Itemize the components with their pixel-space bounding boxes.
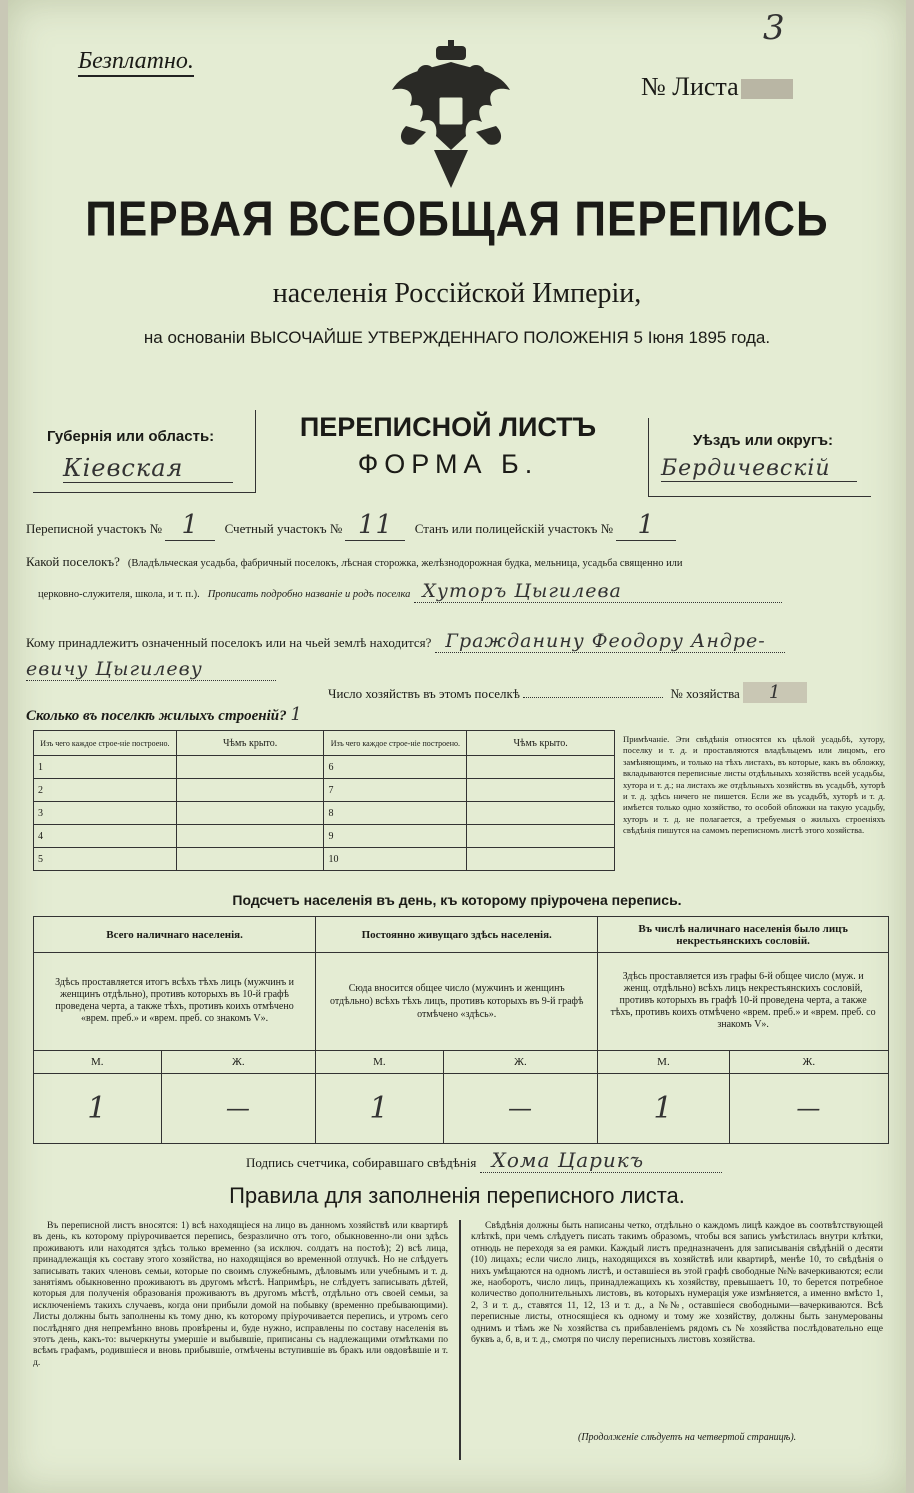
row-number: 1 <box>34 756 177 779</box>
table-row <box>34 779 615 802</box>
permanent-female-value[interactable]: — <box>443 1073 598 1143</box>
gubernia-label: Губернія или область: <box>47 428 215 445</box>
row-number: 9 <box>324 825 467 848</box>
rules-right-column: Свѣдѣнія должны быть написаны четко, отдѣльно о каждомъ лицѣ каждое въ соотвѣтствующей клѣткѣ, при чемъ слѣдуетъ писать такимъ образомъ, чтобы вся запись умѣстилась внутри клѣтки, отнюдь не переходя за ея рамки. Каждый листъ предназначенъ для записыванія свѣдѣній о десяти (10) лицахъ; если число лицъ, находящихся въ хозяйствѣ или квартирѣ, менѣе 10, то свѣдѣнія о нихъ умѣщаются на одномъ листѣ, и оставшіеся въ этой графѣ свободные №№ вачеркиваются; если же, наоборотъ, число лицъ, принадлежащихъ къ хозяйству, превышаетъ 10, то берется потребное количество дополнительныхъ листовъ, въ которыхъ нумерація уже измѣняется, а именно вмѣсто 1, 2, 3 и т. д., ставятся 11, 12, 13 и т. д., а №№, оставшіеся свободными—вачеркиваются. Всѣ переписные листы, относящіеся къ одному и тому же хозяйству, должны быть занумерованы однимъ и тѣмъ же № хозяйства съ прибавленіемъ рядомъ съ № хозяйства послѣдовательно еще буквъ а, б, в, и т. д., смотря по числу переписныхъ листовъ хозяйства. <box>471 1220 883 1346</box>
permanent-population-desc: Сюда вносится общее число (мужчинъ и женщинъ отдѣльно) всѣхъ тѣхъ лицъ, противъ которыхъ въ 9-й графѣ отмѣчено «здѣсь». <box>316 953 598 1051</box>
row-number: 10 <box>324 848 467 871</box>
permanent-population-title: Постоянно живущаго здѣсь населенія. <box>316 917 598 953</box>
rules-title: Правила для заполненія переписного листа. <box>229 1183 685 1208</box>
non-peasant-male-value[interactable]: 1 <box>598 1073 729 1143</box>
buildings-table <box>33 730 615 871</box>
table-row <box>34 756 615 779</box>
census-sheet <box>8 0 906 1493</box>
table-cell[interactable] <box>467 802 615 825</box>
table-cell[interactable] <box>467 756 615 779</box>
buildings-col-material: Изъ чего каждое строе-ніе построено. <box>34 731 177 756</box>
households-line <box>328 682 807 703</box>
non-peasant-title: Въ числѣ наличнаго населенія было лицъ некрестьянскихъ сословій. <box>598 917 889 953</box>
owner-line <box>26 630 785 653</box>
police-district-label: Станъ или полицейскій участокъ № <box>414 521 614 536</box>
page-subtitle: населенія Россійской Имперіи, <box>272 278 642 309</box>
settlement-hint-1: (Владѣльческая усадьба, фабричный поселокъ, лѣсная сторожка, желѣзнодорожная будка, мельница, усадьба священно или <box>127 558 683 569</box>
census-district-label: Переписной участокъ № <box>26 521 163 536</box>
row-number: 8 <box>324 802 467 825</box>
sheet-number-value <box>741 79 793 99</box>
rules-divider <box>459 1220 461 1460</box>
table-cell[interactable] <box>176 779 324 802</box>
census-district-value[interactable]: 1 <box>165 510 215 541</box>
buildings-col-material-2: Изъ чего каждое строе-ніе построено. <box>324 731 467 756</box>
row-number: 7 <box>324 779 467 802</box>
free-label: Безплатно. <box>78 48 194 77</box>
form-subtitle: ФОРМА Б. <box>357 449 539 479</box>
row-number: 5 <box>34 848 177 871</box>
settlement-hint-3: Прописать подробно названіе и родъ поселка <box>207 589 411 600</box>
table-cell[interactable] <box>467 779 615 802</box>
buildings-col-roof-2: Чѣмъ крыто. <box>467 731 615 756</box>
uezd-box <box>648 418 871 497</box>
page-title: ПЕРВАЯ ВСЕОБЩАЯ ПЕРЕПИСЬ <box>85 192 829 247</box>
double-headed-eagle-emblem <box>386 40 516 190</box>
count-district-value[interactable]: 11 <box>345 510 405 541</box>
rules-continued: (Продолженіе слѣдуетъ на четвертой страницѣ). <box>578 1432 797 1443</box>
table-row <box>34 802 615 825</box>
settlement-hint-2: церковно-служителя, школа, и т. п.). <box>38 589 200 600</box>
count-district-label: Счетный участокъ № <box>224 521 343 536</box>
household-number-label: № хозяйства <box>670 686 740 701</box>
total-population-desc: Здѣсь проставляется итогъ всѣхъ тѣхъ лицъ (мужчинъ и женщинъ отдѣльно), противъ которыхъ въ 10-й графѣ проведена черта, а также тѣхъ, противъ коихъ отмѣчено «врем. преб.» и «врем. преб. со знакомъ V». <box>34 953 316 1051</box>
population-count-table <box>33 916 889 1144</box>
settlement-value[interactable]: Хуторъ Цыгилева <box>414 580 782 603</box>
page-number: 3 <box>763 8 786 48</box>
buildings-col-roof: Чѣмъ крыто. <box>176 731 324 756</box>
form-title: ПЕРЕПИСНОЙ ЛИСТЪ <box>299 412 597 442</box>
table-cell[interactable] <box>176 756 324 779</box>
table-cell[interactable] <box>176 802 324 825</box>
owner-question: Кому принадлежитъ означенный поселокъ или на чьей землѣ находится? <box>26 635 432 650</box>
gubernia-value[interactable]: Кіевская <box>63 454 233 483</box>
sheet-number-label: № Листа <box>641 72 793 102</box>
owner-value-1[interactable]: Гражданину Феодору Андре- <box>435 630 785 653</box>
settlement-answer-line <box>38 580 782 603</box>
household-number-value[interactable]: 1 <box>743 682 807 703</box>
table-cell[interactable] <box>176 825 324 848</box>
female-header: Ж. <box>443 1050 598 1073</box>
households-count-label: Число хозяйствъ въ этомъ поселкѣ <box>328 686 520 701</box>
row-number: 4 <box>34 825 177 848</box>
table-cell[interactable] <box>176 848 324 871</box>
legal-basis: на основаніи ВЫСОЧАЙШЕ УТВЕРЖДЕННАГО ПОЛОЖЕНІЯ 5 Іюня 1895 года. <box>143 328 771 347</box>
table-row <box>34 848 615 871</box>
form-heading <box>253 410 643 480</box>
settlement-question <box>26 553 886 571</box>
signature-label: Подпись счетчика, собиравшаго свѣдѣнія <box>246 1155 477 1170</box>
count-heading: Подсчетъ населенія въ день, къ которому пріурочена перепись. <box>232 892 682 908</box>
buildings-note: Примѣчаніе. Эти свѣдѣнія относятся къ цѣлой усадьбѣ, хутору, поселку и т. д. и проставляются владѣльцемъ или лицомъ, его замѣняющимъ, и только на тѣхъ листахъ, въ которые, какъ въ обложку, вкладываются переписные листы отдѣльныхъ хозяйствъ всей усадьбы, хутора и т. д.; на листахъ же отдѣльныхъ хозяйствъ въ усадьбѣ, хуторѣ и т. д. здѣсь ничего не пишется. Если же въ усадьбѣ, хуторѣ и т. д. имѣется только одно хозяйство, то особой обложки на такую усадьбу, хуторъ и т. д. не полагается, а требуемыя о жилыхъ строеніяхъ свѣдѣнія пишутся на самомъ переписномъ листѣ этого хозяйства. <box>623 734 885 836</box>
male-header: М. <box>34 1050 162 1073</box>
non-peasant-female-value[interactable]: — <box>729 1073 888 1143</box>
non-peasant-desc: Здѣсь проставляется изъ графы 6-й общее число (муж. и женщ. отдѣльно) всѣхъ лицъ некрестьянскихъ сословій, противъ которыхъ въ графѣ 10-й проведена черта, а также тѣхъ, противъ коихъ отмѣчено «врем. преб.» и «врем. преб. со знакомъ V». <box>598 953 889 1051</box>
male-header: М. <box>598 1050 729 1073</box>
signature-line <box>246 1148 722 1173</box>
total-female-value[interactable]: — <box>161 1073 316 1143</box>
district-line <box>26 510 676 541</box>
row-number: 3 <box>34 802 177 825</box>
total-male-value[interactable]: 1 <box>34 1073 162 1143</box>
settlement-question-label: Какой поселокъ? <box>26 554 120 569</box>
row-number: 2 <box>34 779 177 802</box>
female-header: Ж. <box>161 1050 316 1073</box>
uezd-value[interactable]: Бердичевскій <box>661 456 857 482</box>
uezd-label: Уѣздъ или округъ: <box>693 432 834 449</box>
households-count-value[interactable] <box>523 683 663 698</box>
row-number: 6 <box>324 756 467 779</box>
owner-value-2[interactable]: евичу Цыгилеву <box>26 658 276 681</box>
police-district-value[interactable]: 1 <box>616 510 676 541</box>
total-population-title: Всего наличнаго населенія. <box>34 917 316 953</box>
table-cell[interactable] <box>467 848 615 871</box>
permanent-male-value[interactable]: 1 <box>316 1073 444 1143</box>
female-header: Ж. <box>729 1050 888 1073</box>
table-row <box>34 825 615 848</box>
male-header: М. <box>316 1050 444 1073</box>
table-cell[interactable] <box>467 825 615 848</box>
buildings-line <box>26 704 303 725</box>
buildings-label: Сколько въ поселкѣ жилыхъ строеній? <box>26 708 287 724</box>
signature-value[interactable]: Хома Царикъ <box>480 1148 722 1173</box>
buildings-value[interactable]: 1 <box>290 704 303 725</box>
rules-left-column: Въ переписной листъ вносятся: 1) всѣ находящіеся на лицо въ данномъ хозяйствѣ или квартирѣ въ день, къ которому пріурочивается перепись, безразлично отъ того, обыкновенно-ли они здѣсь проживаютъ или находятся здѣсь только временно (за исключ. солдатъ на постоѣ); 2) всѣ лица, принадлежащія къ составу этого хозяйства, но находящіяся во временной отлучкѣ. Но не слѣдуетъ записывать таких членовъ семьи, которые по своимъ служебнымъ, дѣловымъ или учебнымъ и т. д. занятіямъ обыкновенно проживаютъ въ другомъ мѣстѣ. Напримѣръ, не слѣдуетъ записывать дѣтей, которыя для полученія образованія проживаютъ въ другомъ мѣстѣ, отдѣльно отъ своей семьи, за исключеніемъ такихъ случаевъ, когда они прибыли домой на побывку (временно пребывающими). Листы должны быть заполнены къ тому дню, къ которому пріурочивается перепись, и утромъ сего послѣдняго дня непремѣнно вновь провѣрены и, буде нужно, исправлены по составу населенія въ этотъ день, какъ-то: вычеркнуты умершіе и выбывшіе, приписаны съ надлежащими отмѣтками по всѣмъ графамъ, родившіеся и вновь прибывшіе, отмѣчены вступившіе въ бракъ или овдовѣвшіе и т. д. <box>33 1220 448 1368</box>
gubernia-box <box>33 410 256 493</box>
